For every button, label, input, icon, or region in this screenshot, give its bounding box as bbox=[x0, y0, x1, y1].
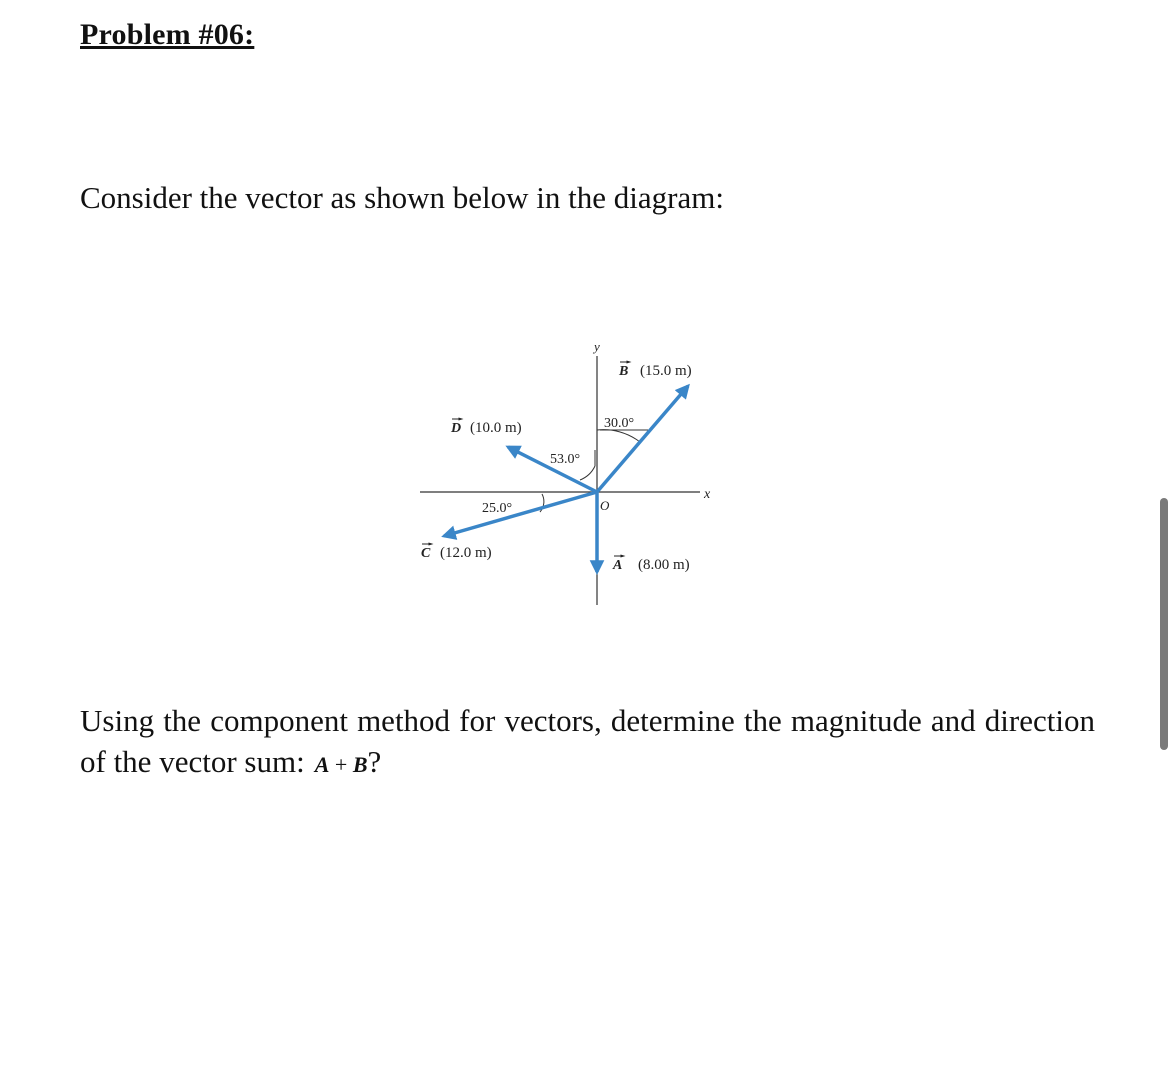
problem-title: Problem #06: bbox=[80, 18, 255, 51]
svg-text:C: C bbox=[421, 546, 431, 561]
vector-c-arrow bbox=[444, 492, 597, 536]
question-text bbox=[80, 700, 1095, 785]
vector-c-angle: 25.0° bbox=[482, 501, 513, 516]
vector-b-label bbox=[618, 362, 692, 379]
vector-b-arrow bbox=[597, 386, 688, 492]
svg-text:A: A bbox=[613, 558, 623, 573]
y-axis-label: y bbox=[594, 339, 600, 354]
svg-text:(10.0 m): (10.0 m) bbox=[470, 420, 522, 436]
angle-arc-d bbox=[580, 466, 595, 480]
vector-a-label bbox=[612, 556, 690, 573]
vector-b-angle: 30.0° bbox=[604, 416, 635, 431]
svg-text:(12.0 m): (12.0 m) bbox=[440, 545, 492, 561]
vector-sum-expression: A + B? bbox=[314, 744, 382, 779]
x-axis-label: x bbox=[704, 487, 711, 502]
origin-label: O bbox=[600, 498, 610, 513]
svg-text:B: B bbox=[619, 364, 629, 379]
svg-text:(15.0 m): (15.0 m) bbox=[640, 363, 692, 379]
svg-text:D: D bbox=[451, 421, 462, 436]
vector-d-angle: 53.0° bbox=[550, 452, 581, 467]
scrollbar-thumb[interactable] bbox=[1160, 498, 1168, 750]
svg-text:(8.00 m): (8.00 m) bbox=[638, 557, 690, 573]
angle-arc-b bbox=[597, 430, 640, 442]
intro-text: Consider the vector as shown below in the diagram: bbox=[80, 180, 724, 215]
vector-c-label bbox=[421, 544, 492, 561]
vector-d-label bbox=[450, 419, 522, 436]
question-body: Using the component method for vectors, determine the magnitude and direction of the vector sum: bbox=[80, 703, 1095, 779]
